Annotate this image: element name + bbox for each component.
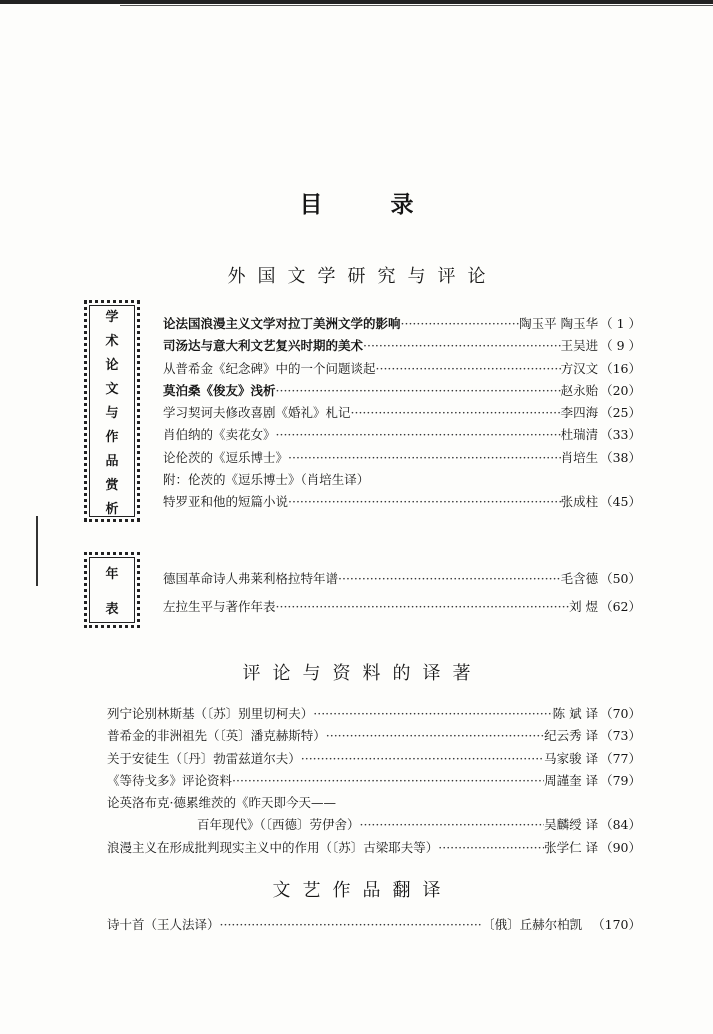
toc-list-translations	[107, 703, 641, 859]
top-border-rule-thin	[120, 5, 713, 6]
toc-entry[interactable]: 普希金的非洲祖先（〔英〕潘克赫斯特） ····· 纪云秀 译 （73）	[107, 725, 641, 747]
toc-entry[interactable]: 关于安徒生（〔丹〕勃雷兹道尔夫） ····· 马家骏 译 （77）	[107, 748, 641, 770]
toc-entry[interactable]: 左拉生平与著作年表 ····· 刘 煜 （62）	[163, 593, 641, 621]
section-heading-translated-criticism: 评论与资料的译著	[242, 663, 483, 684]
box-label-academic	[84, 300, 140, 522]
box-char: 年	[105, 567, 119, 582]
box-char: 品	[105, 453, 119, 469]
toc-entry[interactable]: 特罗亚和他的短篇小说 ····· 张成柱 （45）	[163, 491, 641, 513]
toc-entry-multiline-start[interactable]: 论英洛布克·德累维茨的《昨天即今天——	[107, 795, 336, 811]
page-title: 目 录	[299, 191, 444, 218]
box-char: 表	[105, 602, 119, 617]
toc-entry[interactable]: 论伦茨的《逗乐博士》 ····· 肖培生 （38）	[163, 447, 641, 469]
box-label-chronology	[84, 552, 140, 628]
section-heading-foreign-literature: 外国文学研究与评论	[227, 266, 498, 287]
toc-entry-multiline-end[interactable]: 百年现代》（〔西德〕劳伊舍） ····· 吴麟绶 译 （84）	[107, 814, 641, 836]
box-char: 术	[105, 333, 119, 349]
toc-list-chronology	[163, 565, 641, 621]
toc-entry[interactable]: 学习契诃夫修改喜剧《婚礼》札记 ····· 李四海 （25）	[163, 402, 641, 424]
toc-entry[interactable]: 莫泊桑《俊友》浅析 ····· 赵永贻 （20）	[163, 380, 641, 402]
left-margin-mark	[36, 516, 38, 586]
toc-entry[interactable]: 浪漫主义在形成批判现实主义中的作用（〔苏〕古梁耶夫等） ····· 张学仁 译 （90）	[107, 837, 641, 859]
box-char: 文	[105, 381, 119, 397]
toc-list-academic	[163, 313, 641, 514]
toc-entry[interactable]: 肖伯纳的《卖花女》 ····· 杜瑞清 （33）	[163, 424, 641, 446]
toc-entry[interactable]: 司汤达与意大利文艺复兴时期的美术 ····· 王吴进 （ 9 ）	[163, 335, 641, 357]
box-char: 析	[105, 501, 119, 517]
box-char: 学	[105, 309, 119, 325]
top-border-rule	[0, 0, 713, 4]
toc-entry[interactable]: 从普希金《纪念碑》中的一个问题谈起 ····· 方汉文 （16）	[163, 358, 641, 380]
box-char: 赏	[105, 477, 119, 493]
box-char: 论	[105, 357, 119, 373]
toc-entry[interactable]: 论法国浪漫主义文学对拉丁美洲文学的影响 ····· 陶玉平 陶玉华 （ 1 ）	[163, 313, 641, 335]
box-char: 与	[105, 405, 119, 421]
toc-entry[interactable]: 列宁论别林斯基（〔苏〕别里切柯夫） ····· 陈 斌 译 （70）	[107, 703, 641, 725]
toc-entry[interactable]: 德国革命诗人弗莱利格拉特年谱 ····· 毛含德 （50）	[163, 565, 641, 593]
toc-entry[interactable]: 诗十首（王人法译） ····· 〔俄〕丘赫尔柏凯 （170）	[107, 914, 641, 936]
toc-entry-appendix[interactable]: 附：伦茨的《逗乐博士》（肖培生译）	[163, 472, 370, 488]
box-char: 作	[105, 429, 119, 445]
section-heading-literary-translation: 文艺作品翻译	[272, 880, 453, 901]
toc-list-literary	[107, 914, 641, 936]
toc-entry[interactable]: 《等待戈多》评论资料 ····· 周謹奎 译 （79）	[107, 770, 641, 792]
